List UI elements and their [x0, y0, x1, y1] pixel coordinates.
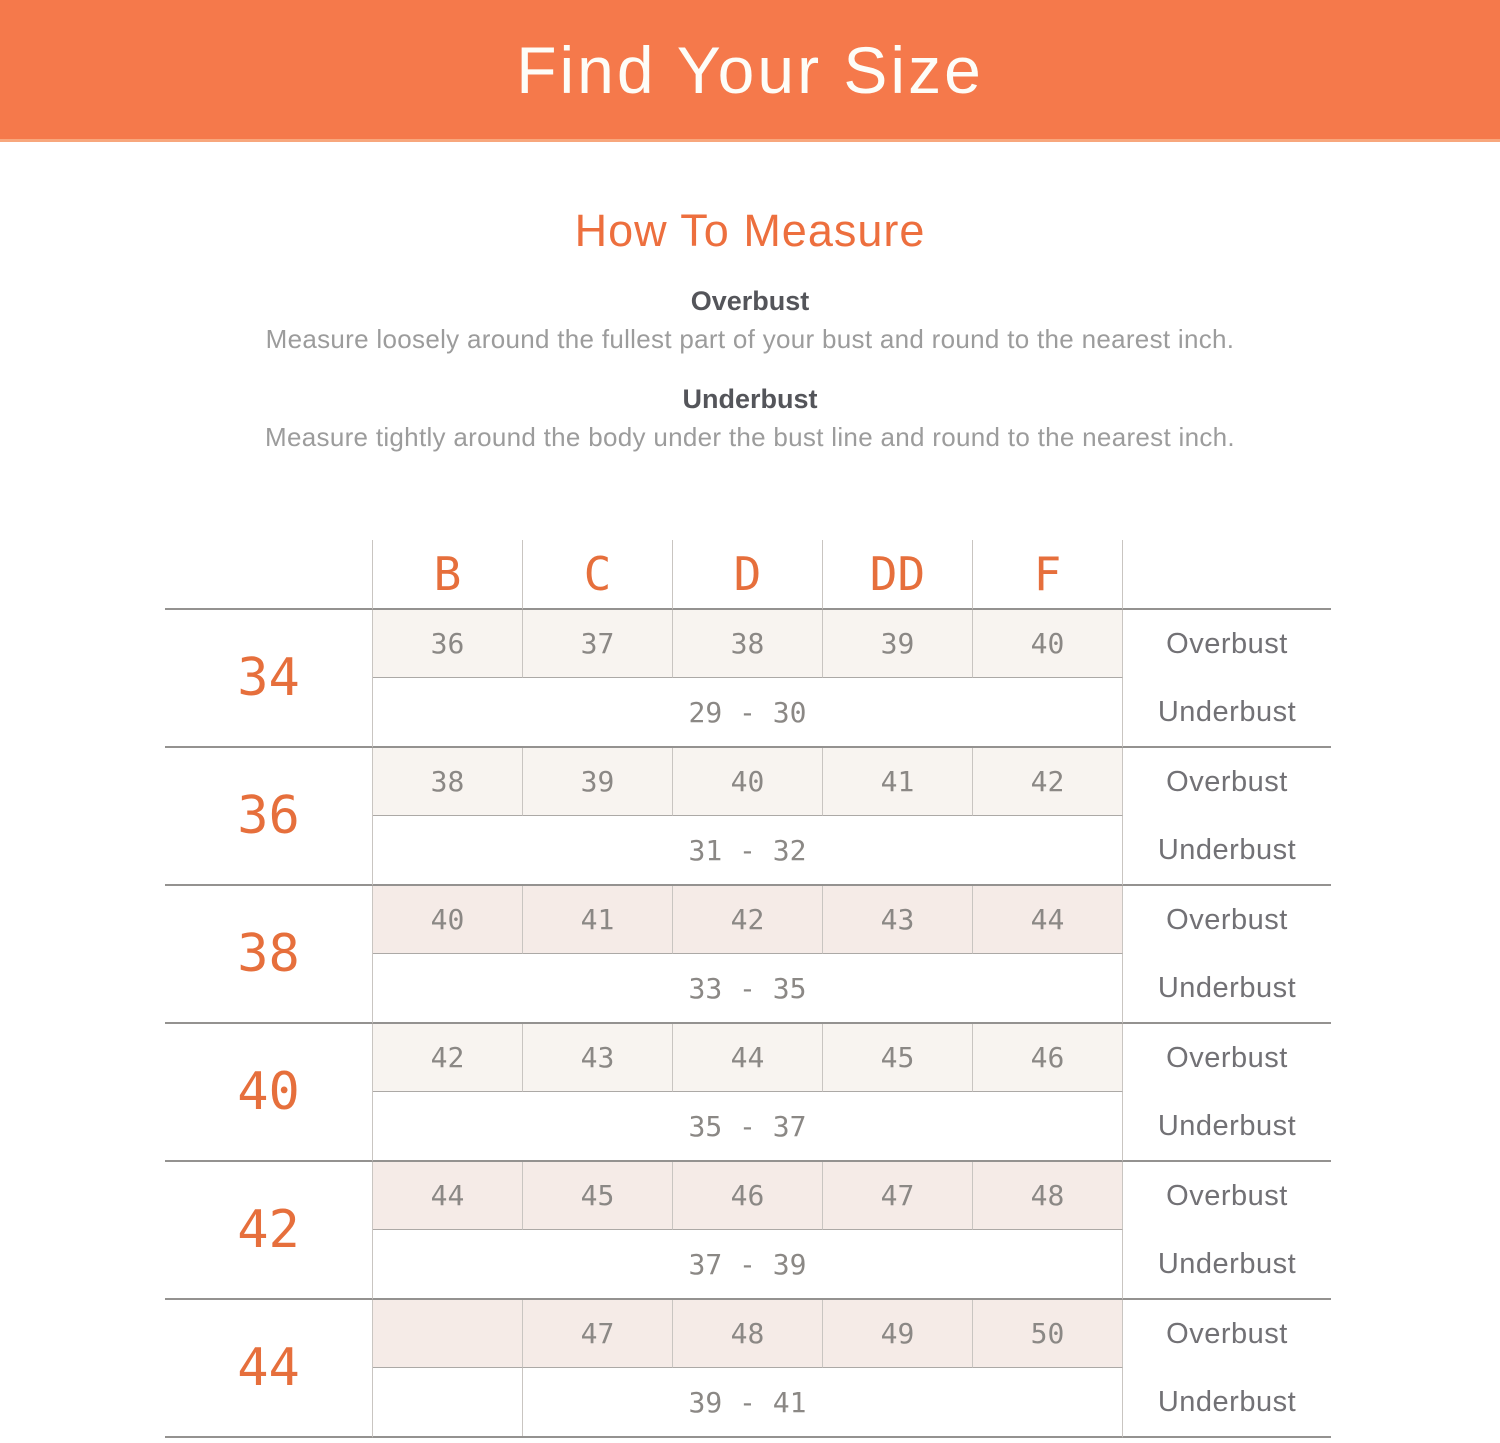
- header-spacer-left: [165, 540, 373, 610]
- overbust-cell: 48: [673, 1300, 823, 1368]
- underbust-row-label: Underbust: [1123, 1368, 1331, 1438]
- overbust-cell: 38: [673, 610, 823, 678]
- underbust-row-label: Underbust: [1123, 816, 1331, 886]
- overbust-cell: 39: [823, 610, 973, 678]
- overbust-cell: 41: [823, 748, 973, 816]
- overbust-heading: Overbust: [690, 286, 810, 316]
- overbust-cell: 46: [973, 1024, 1123, 1092]
- overbust-cell: 41: [523, 886, 673, 954]
- overbust-cell: 44: [373, 1162, 523, 1230]
- cup-header-c: C: [523, 540, 673, 610]
- overbust-cell: 43: [823, 886, 973, 954]
- band-label-34: 34: [165, 610, 373, 748]
- overbust-cell: 40: [973, 610, 1123, 678]
- overbust-cell: 45: [823, 1024, 973, 1092]
- underbust-heading: Underbust: [682, 384, 818, 414]
- size-chart-table: [165, 540, 1331, 1438]
- underbust-instruction: Measure tightly around the body under the bust line and round to the nearest inch.: [265, 422, 1235, 452]
- overbust-cell: 47: [823, 1162, 973, 1230]
- overbust-cell: 42: [673, 886, 823, 954]
- overbust-cell: 42: [973, 748, 1123, 816]
- cup-header-d: D: [673, 540, 823, 610]
- overbust-row-label: Overbust: [1166, 1317, 1288, 1350]
- header-spacer-right: [1123, 540, 1331, 610]
- underbust-row-label: Underbust: [1123, 678, 1331, 748]
- band-label-44: 44: [165, 1300, 373, 1438]
- overbust-cell: 43: [523, 1024, 673, 1092]
- overbust-cell: 49: [823, 1300, 973, 1368]
- overbust-row-label: Overbust: [1166, 1041, 1288, 1074]
- underbust-range-38: 33 - 35: [373, 954, 1123, 1024]
- band-label-38: 38: [165, 886, 373, 1024]
- underbust-range-34: 29 - 30: [373, 678, 1123, 748]
- cup-header-b: B: [373, 540, 523, 610]
- how-to-measure-title: How To Measure: [574, 205, 926, 256]
- overbust-cell: 38: [373, 748, 523, 816]
- overbust-row-label: Overbust: [1166, 765, 1288, 798]
- overbust-cell: 40: [373, 886, 523, 954]
- underbust-row-label: Underbust: [1123, 1230, 1331, 1300]
- header-banner: [0, 0, 1500, 142]
- overbust-cell: 48: [973, 1162, 1123, 1230]
- overbust-cell: 44: [973, 886, 1123, 954]
- underbust-range-40: 35 - 37: [373, 1092, 1123, 1162]
- underbust-range-42: 37 - 39: [373, 1230, 1123, 1300]
- band-label-40: 40: [165, 1024, 373, 1162]
- overbust-cell-empty: [373, 1300, 523, 1368]
- overbust-cell: 50: [973, 1300, 1123, 1368]
- overbust-cell: 44: [673, 1024, 823, 1092]
- page-title: Find Your Size: [516, 32, 984, 107]
- overbust-cell: 45: [523, 1162, 673, 1230]
- overbust-row-label: Overbust: [1166, 903, 1288, 936]
- underbust-range-44: 39 - 41: [373, 1368, 1123, 1438]
- overbust-cell: 46: [673, 1162, 823, 1230]
- cup-header-f: F: [973, 540, 1123, 610]
- overbust-cell: 47: [523, 1300, 673, 1368]
- underbust-range-36: 31 - 32: [373, 816, 1123, 886]
- overbust-cell: 42: [373, 1024, 523, 1092]
- cup-header-dd: DD: [823, 540, 973, 610]
- overbust-cell: 39: [523, 748, 673, 816]
- overbust-cell: 40: [673, 748, 823, 816]
- overbust-cell: 37: [523, 610, 673, 678]
- overbust-cell: 36: [373, 610, 523, 678]
- overbust-instruction: Measure loosely around the fullest part of your bust and round to the nearest inch.: [265, 324, 1235, 354]
- band-label-42: 42: [165, 1162, 373, 1300]
- underbust-row-label: Underbust: [1123, 954, 1331, 1024]
- overbust-row-label: Overbust: [1166, 1179, 1288, 1212]
- overbust-row-label: Overbust: [1166, 627, 1288, 660]
- band-label-36: 36: [165, 748, 373, 886]
- underbust-row-label: Underbust: [1123, 1092, 1331, 1162]
